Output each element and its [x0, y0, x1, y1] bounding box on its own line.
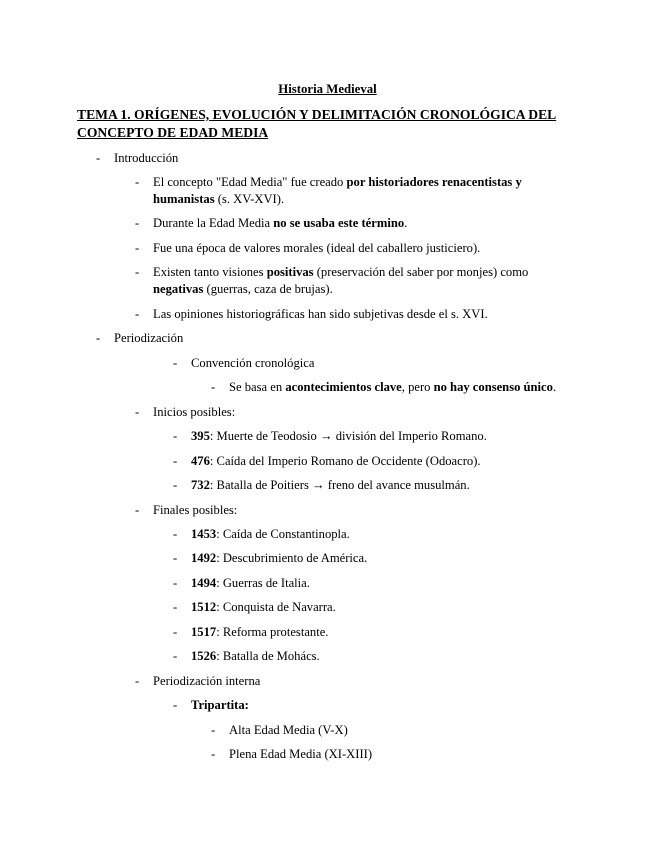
list-item [211, 746, 373, 763]
item-year: 395 [191, 429, 210, 443]
item-text: Fue una época de valores morales (ideal del caballero justiciero). [153, 241, 481, 255]
list-item [173, 453, 481, 470]
item-text: Plena Edad Media (XI-XIII) [229, 747, 373, 761]
bullet-dash: - [173, 698, 178, 712]
item-text: El concepto "Edad Media" fue creado [153, 175, 347, 189]
list-item [135, 240, 573, 257]
bullet-dash: - [135, 674, 140, 688]
item-text: Las opiniones historiográficas han sido subjetivas desde el s. XVI. [153, 307, 488, 321]
item-label: Periodización interna [153, 674, 261, 688]
list-item-periodizacion [96, 330, 184, 347]
item-year: 1517 [191, 625, 217, 639]
bullet-dash: - [135, 175, 140, 189]
list-item [135, 264, 548, 298]
bullet-dash: - [173, 454, 178, 468]
item-text: : Batalla de Mohács. [216, 649, 320, 663]
list-item [135, 306, 573, 323]
bullet-dash: - [211, 747, 216, 761]
item-text: Alta Edad Media (V-X) [229, 723, 348, 737]
list-item-ends [135, 502, 238, 519]
bullet-dash: - [135, 405, 140, 419]
list-item [211, 722, 348, 739]
list-item-convention [173, 355, 315, 372]
bullet-dash: - [135, 265, 140, 279]
list-item [173, 477, 470, 494]
bullet-dash: - [173, 576, 178, 590]
item-text: : Caída de Constantinopla. [216, 527, 350, 541]
item-bold: negativas [153, 282, 204, 296]
item-text: : Batalla de Poitiers → freno del avance musulmán. [209, 478, 470, 492]
bullet-dash: - [96, 151, 101, 165]
item-text: : Muerte de Teodosio → división del Imperio Romano. [209, 429, 487, 443]
bullet-dash: - [173, 649, 178, 663]
item-label: Finales posibles: [153, 503, 238, 517]
item-bold: no se usaba este término [273, 216, 405, 230]
bullet-dash: - [173, 551, 178, 565]
item-label: Inicios posibles: [153, 405, 236, 419]
item-text: . [404, 216, 408, 230]
item-text: (preservación del saber por monjes) como [313, 265, 529, 279]
list-item-tripartite [173, 697, 249, 714]
item-text: : Guerras de Italia. [216, 576, 310, 590]
bullet-dash: - [173, 527, 178, 541]
bullet-dash: - [173, 600, 178, 614]
bullet-dash: - [173, 356, 178, 370]
bullet-dash: - [135, 503, 140, 517]
item-year: 1494 [191, 576, 217, 590]
item-text: Existen tanto visiones [153, 265, 267, 279]
item-bold: por historiadores renacentistas y humanistas [153, 175, 522, 206]
item-bold: acontecimientos clave [285, 380, 402, 394]
list-item [173, 550, 368, 567]
item-year: 732 [191, 478, 210, 492]
item-text: Se basa en [229, 380, 286, 394]
item-text: : Descubrimiento de América. [216, 551, 368, 565]
bullet-dash: - [173, 478, 178, 492]
bullet-dash: - [211, 723, 216, 737]
bullet-dash: - [173, 625, 178, 639]
item-text: . [552, 380, 557, 394]
bullet-dash: - [211, 380, 216, 394]
item-label: Introducción [114, 151, 179, 165]
list-item-internal [135, 673, 261, 690]
item-bold: positivas [266, 265, 314, 279]
item-text: : Reforma protestante. [216, 625, 329, 639]
item-year: 1492 [191, 551, 217, 565]
item-text: : Caída del Imperio Romano de Occidente (Odoacro). [209, 454, 481, 468]
item-text: (s. XV-XVI). [214, 192, 285, 206]
item-text: , pero [401, 380, 434, 394]
list-item [135, 174, 548, 208]
list-item [173, 428, 487, 445]
list-item [173, 575, 310, 592]
item-text: : Conquista de Navarra. [216, 600, 336, 614]
bullet-dash: - [96, 331, 101, 345]
item-year: 1512 [191, 600, 217, 614]
list-item [173, 624, 329, 641]
item-year: 476 [191, 454, 210, 468]
item-year: 1526 [191, 649, 217, 663]
list-item-starts [135, 404, 236, 421]
list-item [135, 215, 548, 232]
topic-heading: TEMA 1. ORÍGENES, EVOLUCIÓN Y DELIMITACIÓN CRONOLÓGICA DEL CONCEPTO DE EDAD MEDIA [77, 107, 557, 140]
item-label: Tripartita: [191, 698, 249, 712]
item-label: Convención cronológica [191, 356, 315, 370]
list-item [173, 526, 350, 543]
bullet-dash: - [135, 307, 140, 321]
item-text: (guerras, caza de brujas). [203, 282, 333, 296]
bullet-dash: - [135, 241, 140, 255]
list-item [173, 648, 320, 665]
document-title: Historia Medieval [278, 82, 377, 96]
item-text: Durante la Edad Media [153, 216, 274, 230]
bullet-dash: - [173, 429, 178, 443]
list-item [173, 599, 336, 616]
bullet-dash: - [135, 216, 140, 230]
item-bold: no hay consenso único [433, 380, 553, 394]
list-item [211, 379, 639, 396]
item-label: Periodización [114, 331, 184, 345]
list-item-introduccion [96, 150, 179, 167]
item-year: 1453 [191, 527, 217, 541]
